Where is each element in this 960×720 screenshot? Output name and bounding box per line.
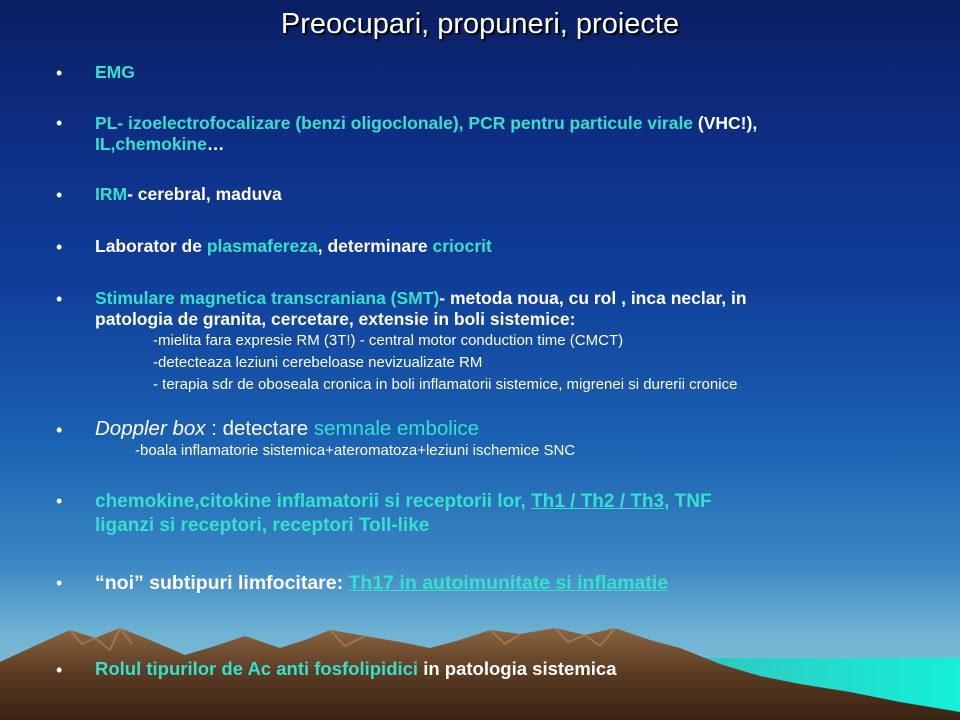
bullet-icon: • [56, 237, 63, 257]
item-text: - cerebral, maduva [127, 184, 282, 204]
item-text: PL- izoelectrofocalizare (benzi oligoclonale), PCR pentru particule virale [95, 113, 698, 133]
list-item-doppler [95, 416, 925, 460]
item-text: Rolul tipurilor de Ac anti fosfolipidici [95, 658, 419, 679]
sub-item: -boala inflamatorie sistemica+ateromatoza+leziuni ischemice SNC [135, 442, 576, 459]
list-item-pl [95, 113, 925, 155]
item-text: liganzi si receptori, receptori Toll-like [95, 515, 430, 536]
item-text: chemokine,citokine inflamatorii si receptorii lor, [95, 491, 532, 512]
list-item-laborator [95, 236, 925, 257]
item-text: semnale embolice [313, 417, 480, 440]
bullet-icon: • [56, 289, 63, 309]
item-text: , TNF [664, 491, 712, 512]
bullet-icon: • [56, 185, 63, 205]
item-text: (VHC!), [697, 113, 758, 133]
item-text: IL,chemokine [95, 134, 207, 154]
bullet-icon: • [56, 420, 63, 440]
list-item-smt [95, 288, 925, 396]
item-text: , determinare [317, 236, 433, 256]
th-link[interactable]: Th1 / Th2 / Th3 [531, 491, 665, 512]
th17-link[interactable]: Th17 in autoimunitate si inflamatie [348, 572, 669, 594]
item-text: EMG [95, 62, 135, 82]
item-text: Laborator de [95, 236, 207, 256]
item-text: IRM [95, 184, 128, 204]
item-text: Doppler box [95, 417, 206, 440]
sub-item: -detecteaza leziuni cerebeloase nevizualizate RM [153, 354, 483, 371]
sub-item: -mielita fara expresie RM (3T!) - central motor conduction time (CMCT) [153, 332, 624, 349]
bullet-icon: • [56, 660, 63, 680]
slide-title: Preocupari, propuneri, proiecte [280, 8, 680, 40]
bullet-icon: • [56, 113, 63, 133]
item-text: patologia de granita, cercetare, extensie in boli sistemice: [95, 309, 576, 329]
item-text: in patologia sistemica [418, 658, 617, 679]
item-text: Stimulare magnetica transcraniana (SMT) [95, 288, 440, 308]
item-text: plasmafereza [206, 236, 318, 256]
list-item-chemokine [95, 490, 925, 538]
list-item-emg [95, 62, 925, 83]
item-text: - metoda noua, cu rol , inca neclar, in [439, 288, 747, 308]
item-text: … [206, 134, 225, 154]
sub-item: - terapia sdr de oboseala cronica in boli inflamatorii sistemice, migrenei si durerii cronice [153, 376, 738, 393]
item-text: “noi” subtipuri limfocitare: [95, 572, 349, 594]
item-text: : detectare [205, 417, 314, 440]
bullet-icon: • [56, 573, 63, 593]
list-item-rolul [95, 658, 925, 680]
list-item-noi [95, 571, 925, 595]
list-item-irm [95, 184, 925, 205]
bullet-icon: • [56, 63, 63, 83]
bullet-icon: • [56, 491, 63, 511]
item-text: criocrit [432, 236, 492, 256]
